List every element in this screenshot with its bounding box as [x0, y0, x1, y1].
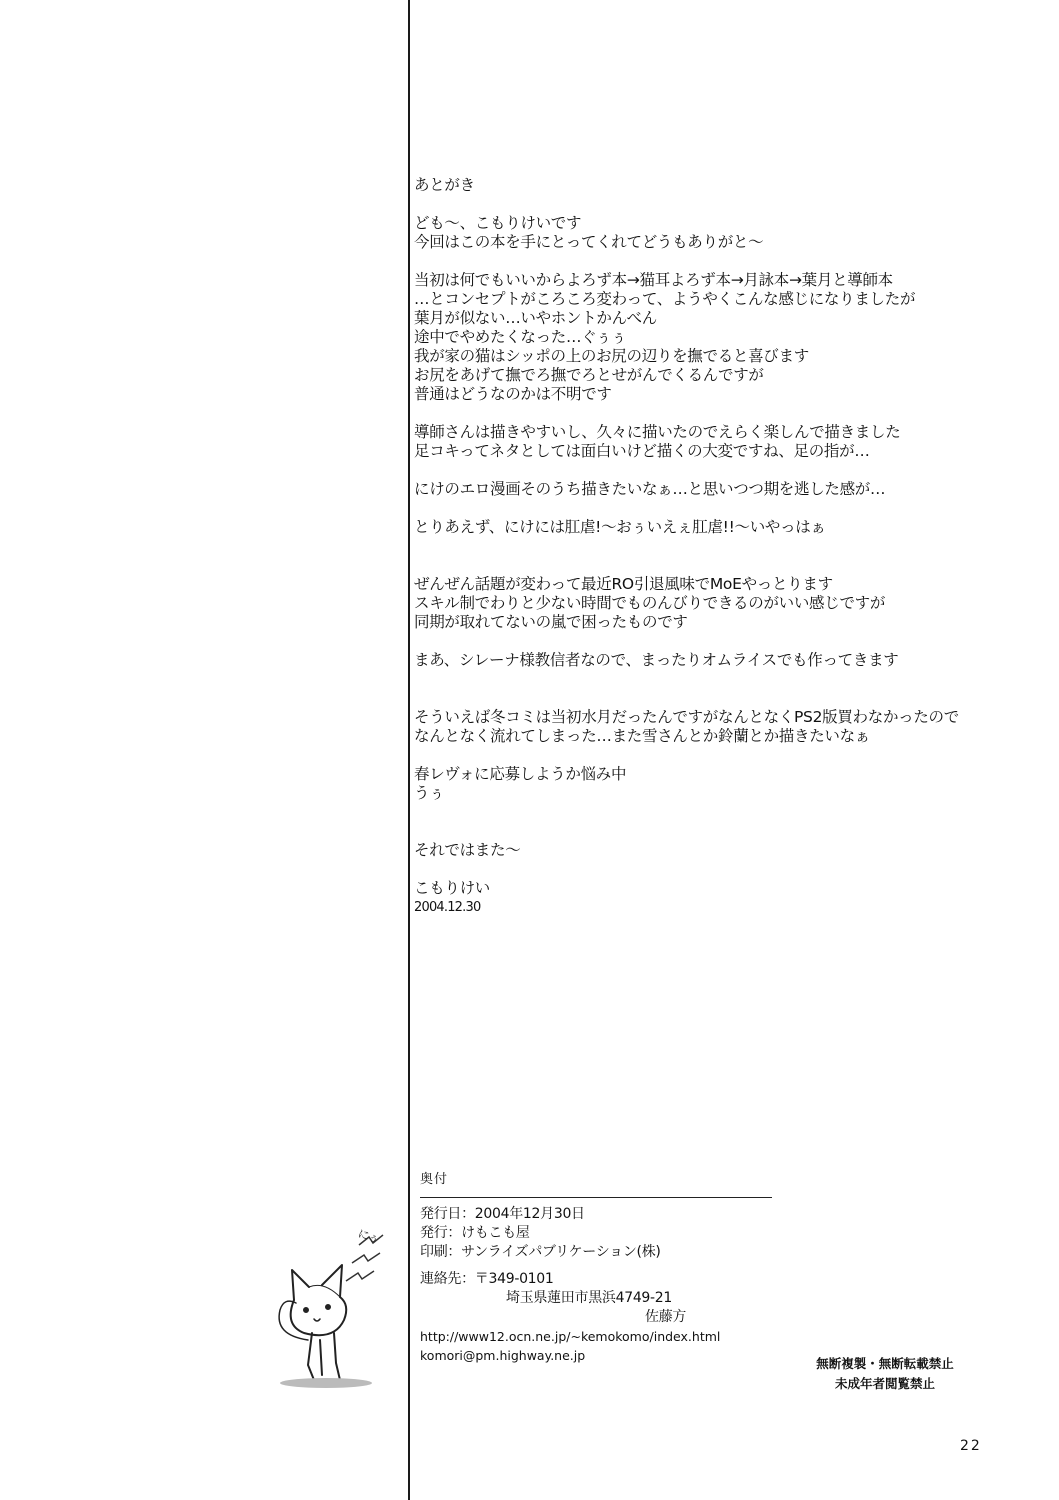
page-divider-line — [408, 0, 410, 1500]
contact-info — [420, 1270, 840, 1365]
paragraph-gap — [414, 195, 974, 214]
colophon-rule — [420, 1197, 772, 1198]
colophon-heading: 奥付 — [420, 1172, 449, 1187]
afterword-line: それではまた～ — [414, 841, 521, 859]
paragraph-gap — [414, 404, 974, 423]
paragraph-gap — [414, 252, 974, 271]
paragraph-gap — [414, 556, 974, 575]
afterword-line: 同期が取れてないの嵐で困ったものです — [414, 613, 688, 631]
afterword-title: あとがき — [414, 176, 475, 194]
email-address: komori@pm.highway.ne.jp — [420, 1348, 586, 1363]
afterword-line: 導師さんは描きやすいし、久々に描いたのでえらく楽しんで描きました — [414, 423, 901, 441]
afterword-line: …とコンセプトがころころ変わって、ようやくこんな感じになりましたが — [414, 290, 916, 308]
minors-prohibited: 未成年者閲覧禁止 — [834, 1376, 935, 1391]
issue-date: 発行日：2004年12月30日 — [420, 1206, 585, 1222]
page-number: 22 — [960, 1438, 982, 1454]
website-url: http://www12.ocn.ne.jp/~kemokomo/index.html — [420, 1329, 721, 1344]
afterword-line: そういえば冬コミは当初水月だったんですがなんとなくPS2版買わなかったので — [414, 708, 959, 726]
cat-illustration — [264, 1215, 404, 1395]
paragraph-gap — [414, 689, 974, 708]
reproduction-prohibited: 無断複製・無断転載禁止 — [816, 1356, 954, 1371]
afterword-line: 我が家の猫はシッポの上のお尻の辺りを撫でると喜びます — [414, 347, 809, 365]
afterword-line: こもりけい — [414, 879, 491, 897]
afterword-line: ども～、こもりけいです — [414, 214, 582, 232]
cat-sound-effect: にぅ — [356, 1226, 382, 1247]
paragraph-gap — [414, 670, 974, 689]
afterword-line: なんとなく流れてしまった…また雪さんとか鈴蘭とか描きたいなぁ — [414, 727, 871, 745]
paragraph-gap — [414, 860, 974, 879]
colophon — [420, 1170, 840, 1373]
afterword-line: 葉月が似ない…いやホントかんべん — [414, 309, 657, 327]
paragraph-gap — [414, 803, 974, 822]
afterword-line: にけのエロ漫画そのうち描きたいなぁ…と思いつつ期を逃した感が… — [414, 480, 886, 498]
printer: 印刷：サンライズパブリケーション(株) — [420, 1244, 661, 1260]
afterword-line: ぜんぜん話題が変わって最近RO引退風味でMoEやっとります — [414, 575, 833, 593]
paragraph-gap — [414, 632, 974, 651]
contact-postal-code: 連絡先：〒349-0101 — [420, 1271, 554, 1287]
paragraph-gap — [414, 499, 974, 518]
afterword-line: スキル制でわりと少ない時間でものんびりできるのがいい感じですが — [414, 594, 886, 612]
copyright-notice — [800, 1354, 970, 1394]
afterword-line: 今回はこの本を手にとってくれてどうもありがと～ — [414, 233, 764, 251]
paragraph-gap — [414, 822, 974, 841]
publication-info — [420, 1205, 840, 1262]
paragraph-gap — [414, 746, 974, 765]
afterword-line: 春レヴォに応募しようか悩み中 — [414, 765, 627, 783]
paragraph-gap — [414, 461, 974, 480]
afterword-line: 途中でやめたくなった…ぐぅぅ — [414, 328, 627, 346]
afterword-line: まあ、シレーナ様教信者なので、まったりオムライスでも作ってきます — [414, 651, 899, 669]
paragraph-gap — [414, 537, 974, 556]
afterword-line: お尻をあげて撫でろ撫でろとせがんでくるんですが — [414, 366, 764, 384]
publisher: 発行：けもこも屋 — [420, 1225, 530, 1241]
contact-name: 佐藤方 — [645, 1309, 687, 1325]
afterword-line: 当初は何でもいいからよろず本→猫耳よろず本→月詠本→葉月と導師本 — [414, 271, 893, 289]
afterword-line: 普通はどうなのかは不明です — [414, 385, 612, 403]
afterword-text — [414, 176, 974, 917]
contact-address: 埼玉県蓮田市黒浜4749-21 — [506, 1290, 672, 1306]
afterword-date: 2004.12.30 — [414, 900, 481, 915]
afterword-line: うぅ — [414, 784, 445, 802]
afterword-line: とりあえず、にけには肛虐!～おぅいえぇ肛虐!!～いやっはぁ — [414, 518, 826, 536]
afterword-line: 足コキってネタとしては面白いけど描くの大変ですね、足の指が… — [414, 442, 870, 460]
